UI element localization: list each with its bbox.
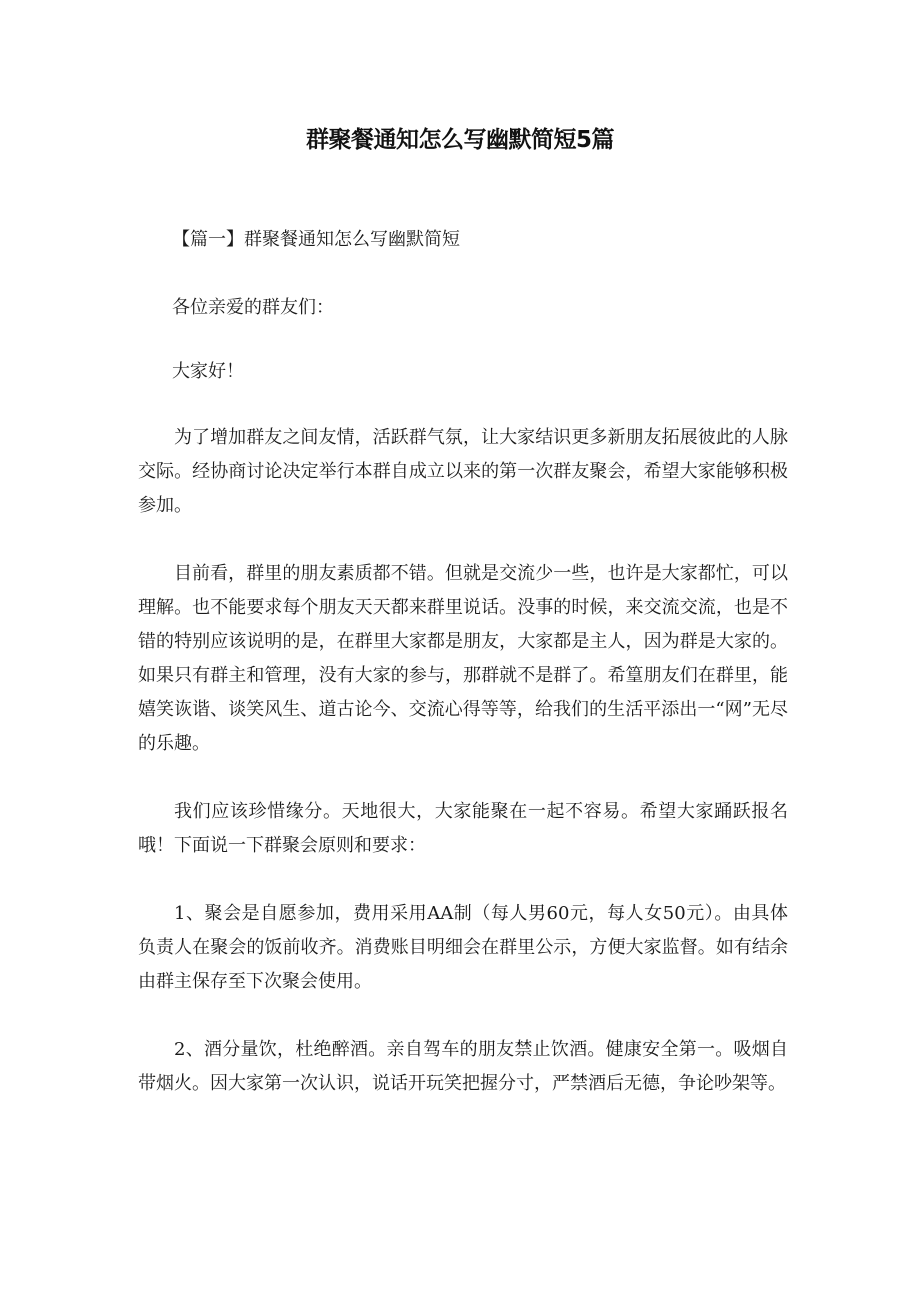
hello-line: 大家好！	[172, 361, 244, 382]
greeting-line: 各位亲爱的群友们：	[172, 297, 334, 318]
paragraph-cherish: 我们应该珍惜缘分。天地很大，大家能聚在一起不容易。希望大家踊跃报名哦！下面说一下群聚会原则和要求：	[138, 801, 788, 856]
paragraph-intro: 为了增加群友之间友情，活跃群气氛，让大家结识更多新朋友拓展彼此的人脉交际。经协商讨论决定举行本群自成立以来的第一次群友聚会，希望大家能够积极参加。	[138, 427, 788, 516]
rule-item-1: 1、聚会是自愿参加，费用采用AA制（每人男60元，每人女50元）。由具体负责人在聚会的饭前收齐。消费账目明细会在群里公示，方便大家监督。如有结余由群主保存至下次聚会使用。	[138, 903, 788, 992]
rule-item-2: 2、酒分量饮，杜绝醉酒。亲自驾车的朋友禁止饮酒。健康安全第一。吸烟自带烟火。因大家第一次认识，说话开玩笑把握分寸，严禁酒后无德，争论吵架等。	[138, 1039, 788, 1094]
document-title: 群聚餐通知怎么写幽默简短5篇	[305, 127, 614, 153]
section-heading: 【篇一】群聚餐通知怎么写幽默简短	[172, 229, 460, 250]
paragraph-communication: 目前看，群里的朋友素质都不错。但就是交流少一些，也许是大家都忙，可以理解。也不能要求每个朋友天天都来群里说话。没事的时候，来交流交流，也是不错的特别应该说明的是，在群里大家都是朋友，大家都是主人，因为群是大家的。如果只有群主和管理，没有大家的参与，那群就不是群了。希篁朋友们在群里，能嬉笑诙谐、谈笑风生、道古论今、交流心得等等，给我们的生活平添出一“网”无尽的乐趣。	[138, 563, 788, 754]
